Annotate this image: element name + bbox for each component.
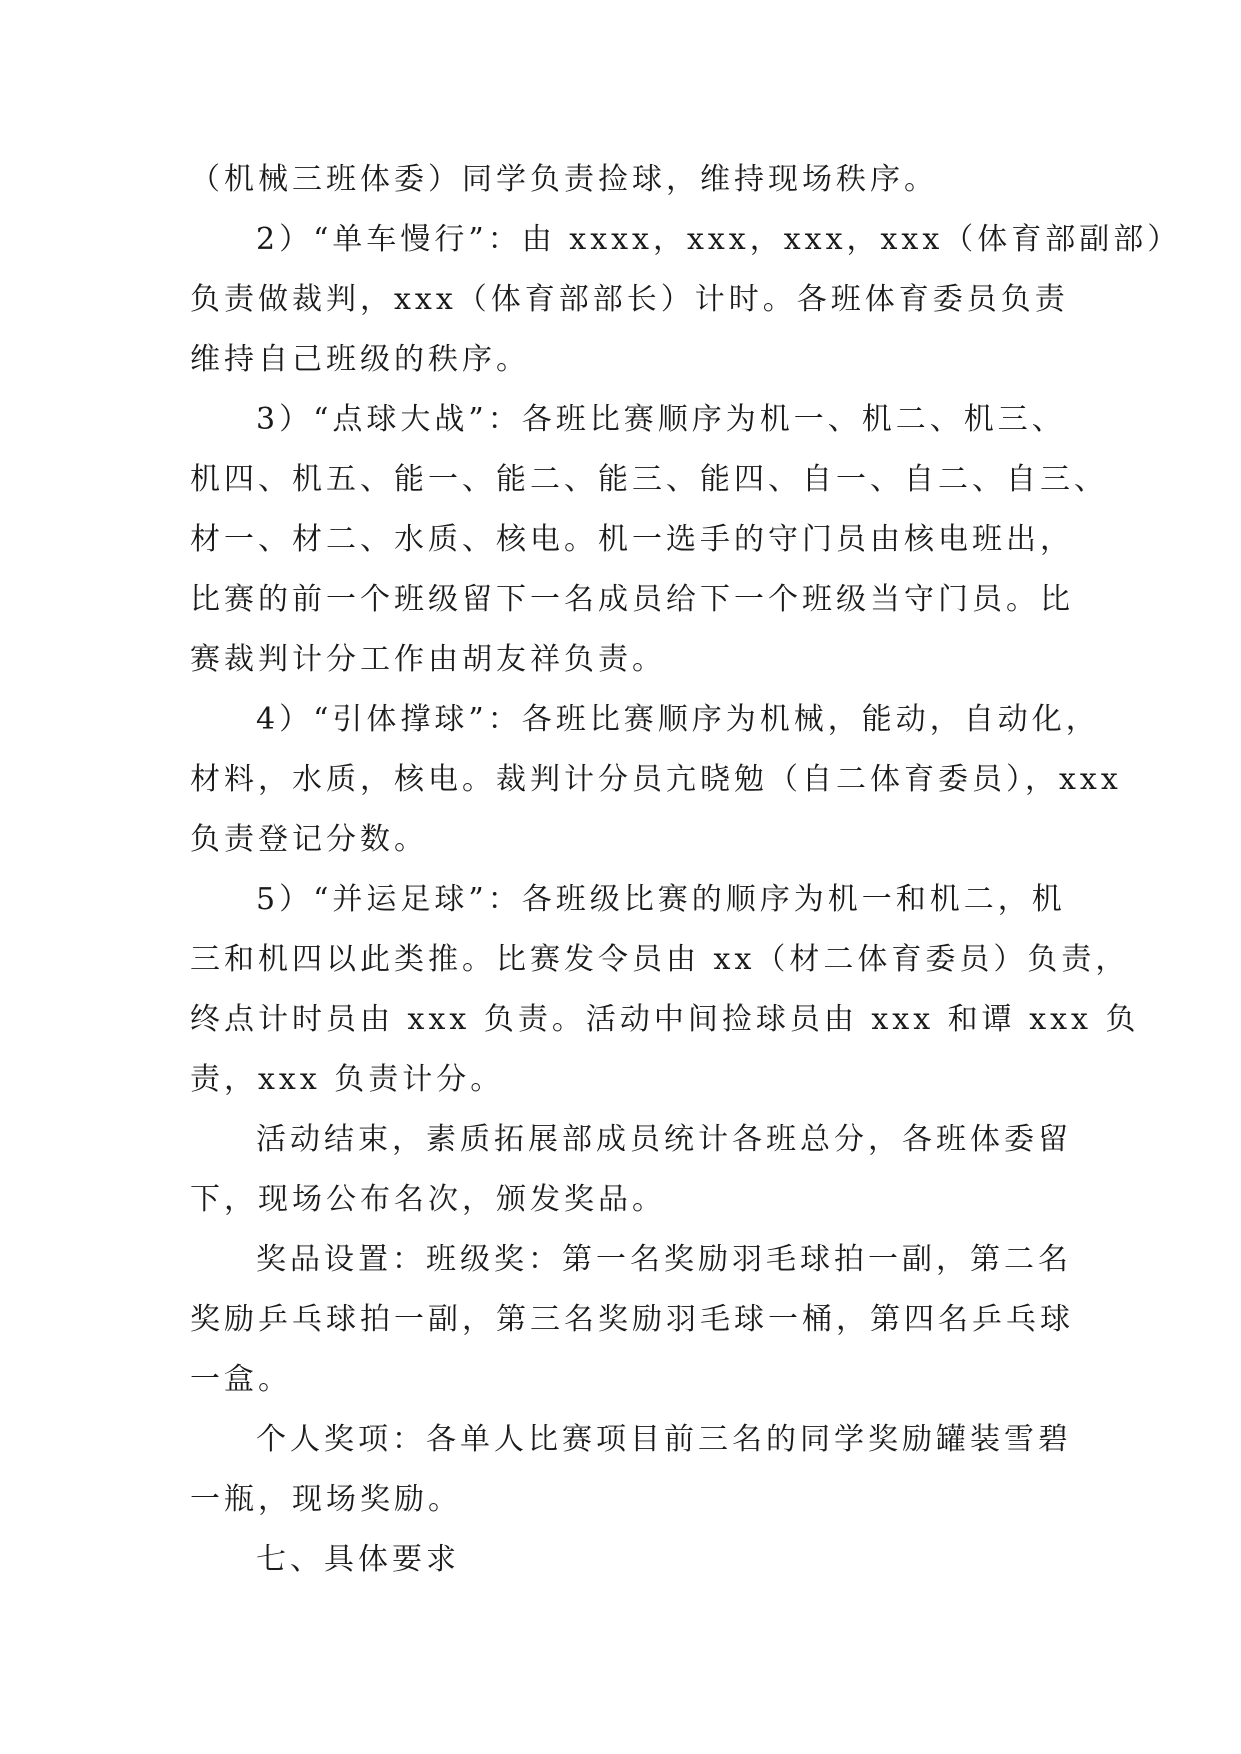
document-body (190, 150, 1182, 1590)
document-line: 活动结束，素质拓展部成员统计各班总分，各班体委留 (256, 1122, 1072, 1157)
document-line: 5）“并运足球”：各班级比赛的顺序为机一和机二，机 (256, 882, 1066, 917)
document-line: 一盒。 (190, 1362, 292, 1397)
document-line: 奖品设置：班级奖：第一名奖励羽毛球拍一副，第二名 (256, 1242, 1072, 1277)
document-line: 七、具体要求 (256, 1542, 460, 1577)
document-line: 赛裁判计分工作由胡友祥负责。 (190, 642, 666, 677)
document-line: 下，现场公布名次，颁发奖品。 (190, 1182, 666, 1217)
document-line: 维持自己班级的秩序。 (190, 342, 530, 377)
document-line: 个人奖项：各单人比赛项目前三名的同学奖励罐装雪碧 (256, 1422, 1072, 1457)
document-line: 比赛的前一个班级留下一名成员给下一个班级当守门员。比 (190, 582, 1074, 617)
document-line: 负责做裁判，xxx（体育部部长）计时。各班体育委员负责 (190, 282, 1069, 317)
document-line: 一瓶，现场奖励。 (190, 1482, 462, 1517)
document-line: 4）“引体撑球”：各班比赛顺序为机械，能动，自动化， (256, 702, 1100, 737)
document-line: 材一、材二、水质、核电。机一选手的守门员由核电班出， (190, 522, 1074, 557)
document-line: 材料，水质，核电。裁判计分员亢晓勉（自二体育委员），xxx (190, 762, 1122, 797)
document-line: 负责登记分数。 (190, 822, 428, 857)
document-line: 终点计时员由 xxx 负责。活动中间捡球员由 xxx 和谭 xxx 负 (190, 1002, 1140, 1037)
document-line: 机四、机五、能一、能二、能三、能四、自一、自二、自三、 (190, 462, 1108, 497)
document-line: 三和机四以此类推。比赛发令员由 xx（材二体育委员）负责， (190, 942, 1130, 977)
document-line: （机械三班体委）同学负责捡球，维持现场秩序。 (190, 162, 938, 197)
document-line: 2）“单车慢行”：由 xxxx，xxx，xxx，xxx（体育部副部） (256, 222, 1182, 257)
document-line: 奖励乒乓球拍一副，第三名奖励羽毛球一桶，第四名乒乓球 (190, 1302, 1074, 1337)
document-line: 3）“点球大战”：各班比赛顺序为机一、机二、机三、 (256, 402, 1066, 437)
document-line: 责，xxx 负责计分。 (190, 1062, 505, 1097)
